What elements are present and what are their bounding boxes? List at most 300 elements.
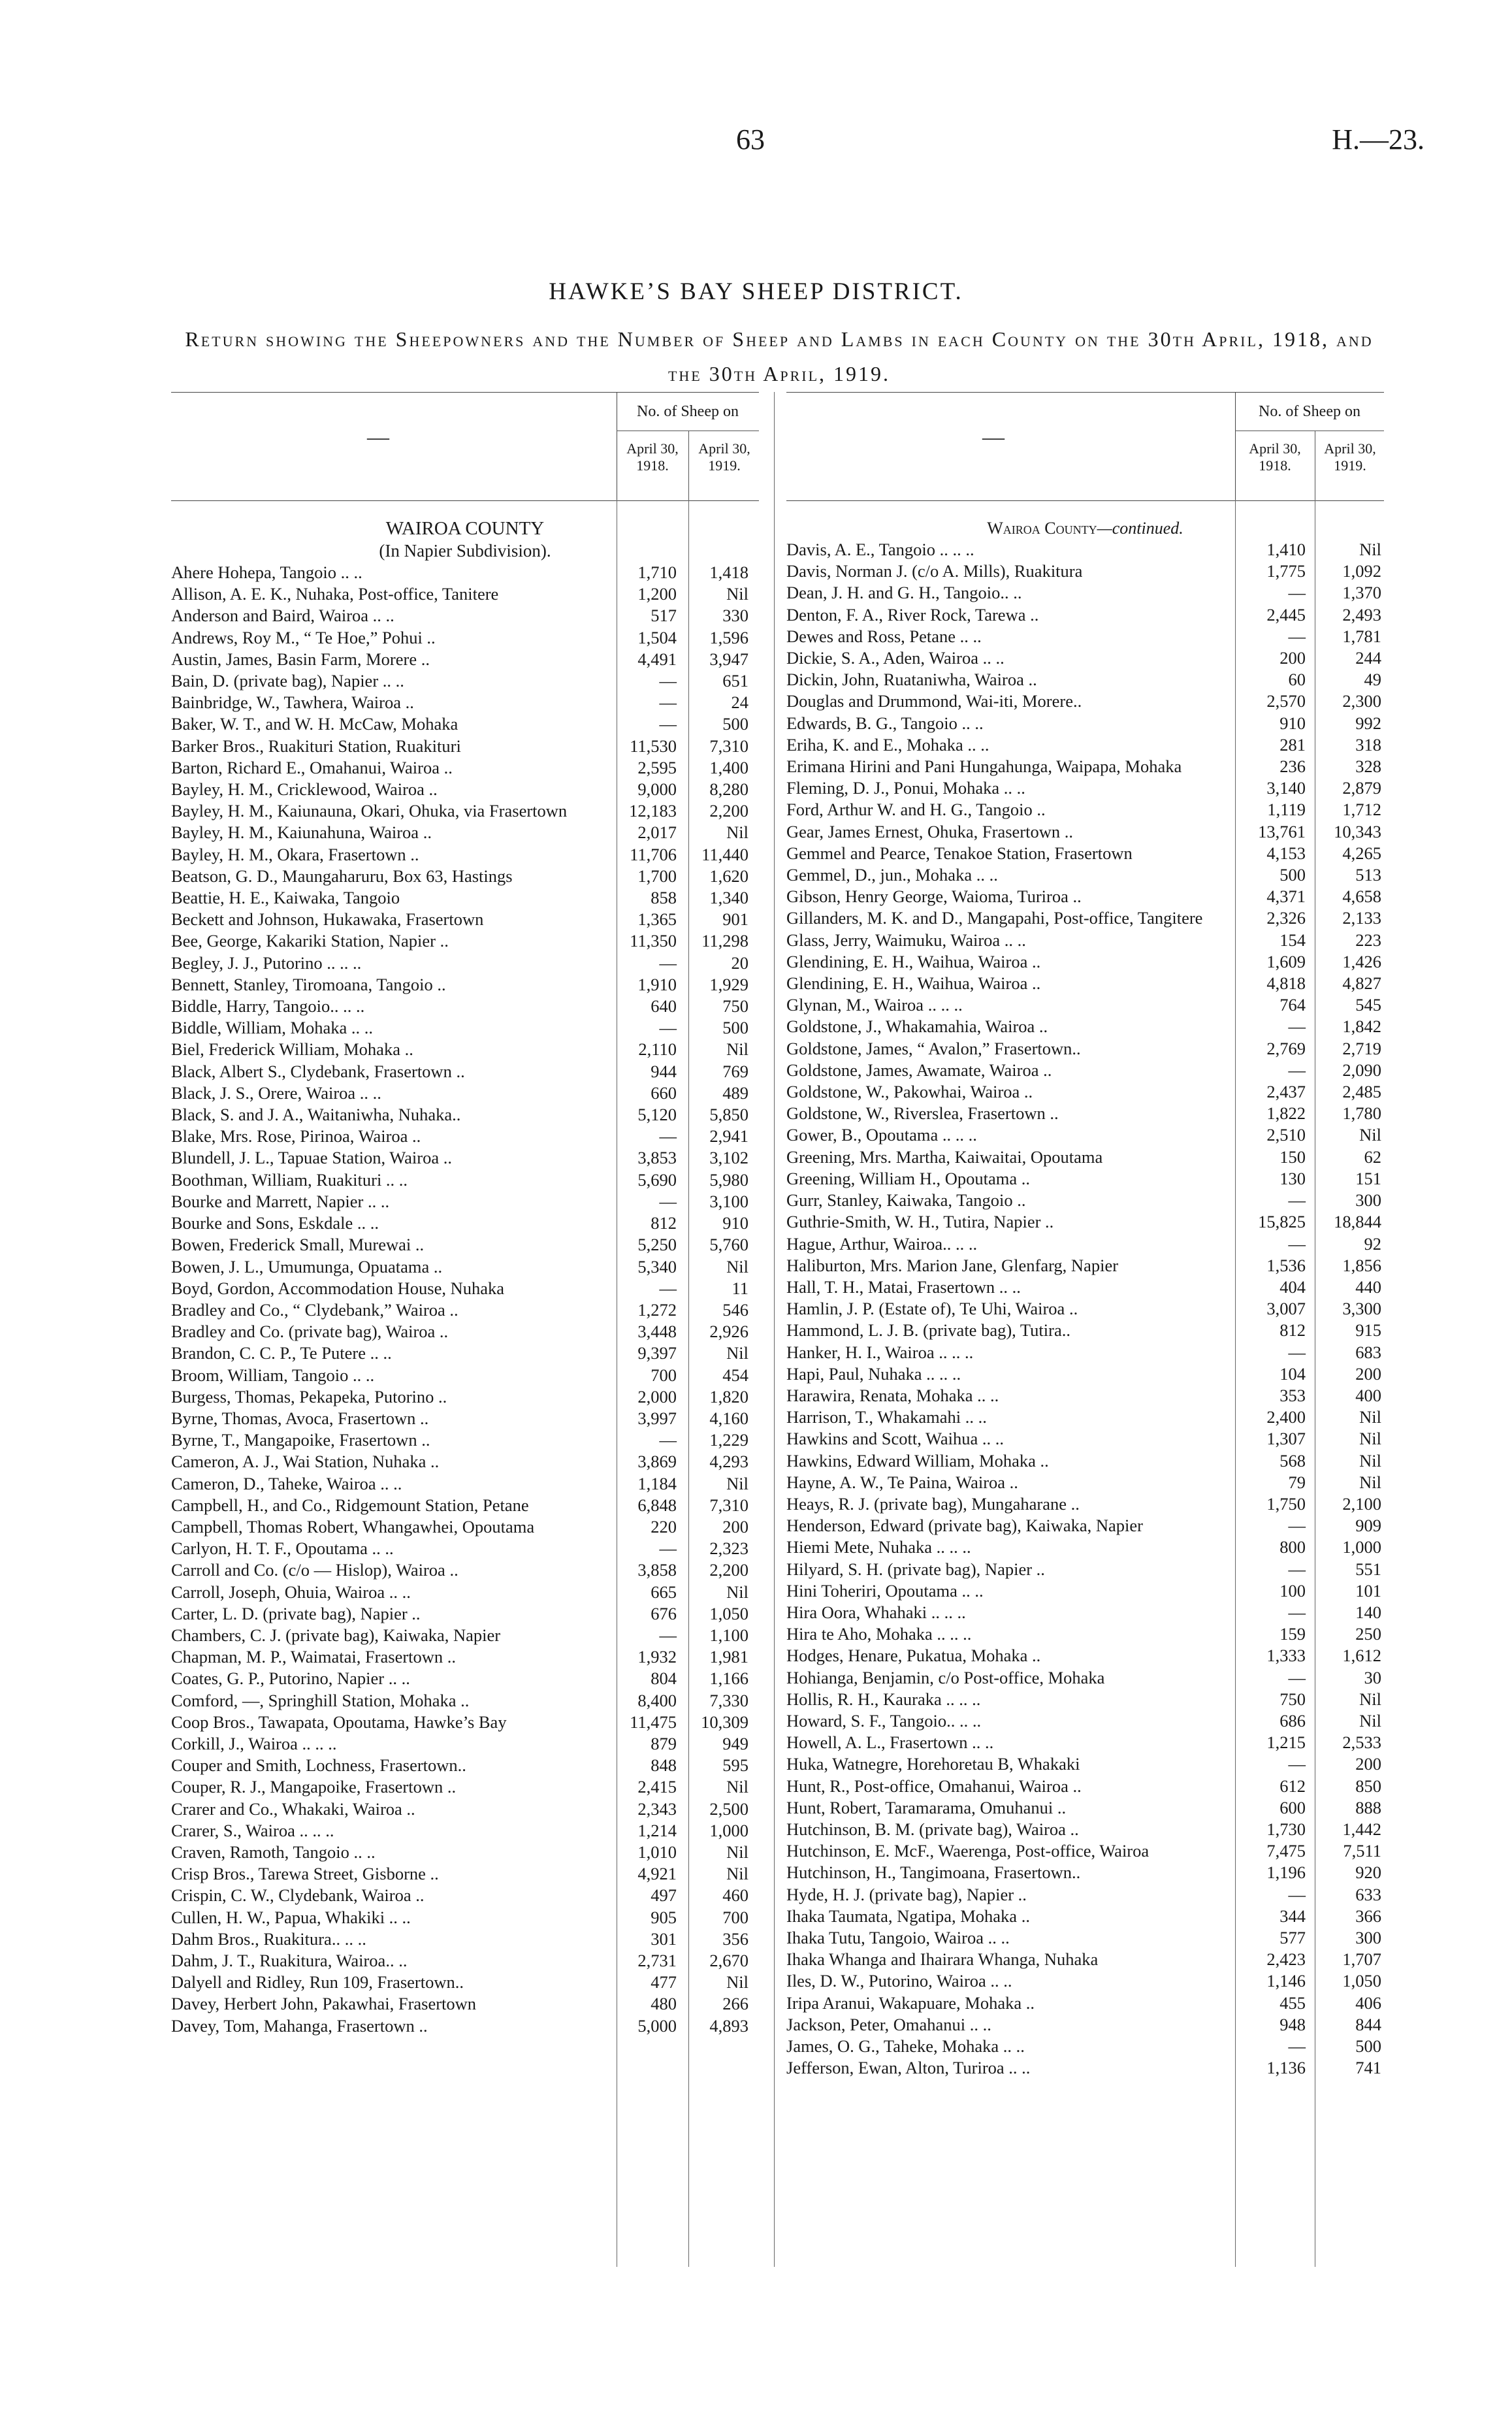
table-row bbox=[171, 1885, 759, 1906]
sheep-1919: 888 bbox=[1355, 1797, 1381, 1817]
owner-name: Couper and Smith, Lochness, Frasertown.. bbox=[171, 1755, 466, 1776]
owner-name: Huka, Watnegre, Horehoretau B, Whakaki bbox=[786, 1754, 1080, 1774]
owner-name: Cameron, A. J., Wai Station, Nuhaka .. bbox=[171, 1452, 440, 1472]
table-row bbox=[786, 734, 1384, 756]
col-1918-header: April 30, 1918. bbox=[1249, 440, 1301, 474]
owner-name: Guthrie-Smith, W. H., Tutira, Napier .. bbox=[786, 1212, 1054, 1232]
sheep-1919: 1,050 bbox=[1342, 1971, 1381, 1991]
owner-name: Blake, Mrs. Rose, Pirinoa, Wairoa .. bbox=[171, 1126, 421, 1146]
table-row bbox=[171, 627, 759, 649]
table-row bbox=[786, 1298, 1384, 1320]
sheep-1919: Nil bbox=[726, 584, 748, 604]
sheep-1918: 3,853 bbox=[637, 1148, 677, 1168]
owner-name: Davey, Tom, Mahanga, Frasertown .. bbox=[171, 2015, 428, 2036]
owner-name: Howard, S. F., Tangoio.. .. .. bbox=[786, 1710, 982, 1731]
owner-name: Goldstone, J., Whakamahia, Wairoa .. bbox=[786, 1016, 1048, 1037]
table-row bbox=[171, 1646, 759, 1668]
owner-name: Goldstone, James, Awamate, Wairoa .. bbox=[786, 1060, 1052, 1080]
page-number: 63 bbox=[736, 123, 765, 155]
sheep-1919: 49 bbox=[1364, 670, 1381, 690]
table-row bbox=[786, 1927, 1384, 1949]
sheep-1918: 2,510 bbox=[1266, 1125, 1306, 1145]
sheep-1919: 62 bbox=[1364, 1146, 1381, 1167]
sheep-1919: Nil bbox=[1359, 1429, 1381, 1449]
table-row bbox=[171, 1495, 759, 1516]
sheep-1918: 1,196 bbox=[1266, 1862, 1306, 1883]
sheep-1918: 517 bbox=[651, 606, 677, 626]
sheep-1918: — bbox=[659, 714, 677, 734]
sheep-1918: 2,000 bbox=[637, 1386, 677, 1407]
table-row bbox=[786, 973, 1384, 994]
table-row bbox=[171, 1147, 759, 1169]
owner-name: Brandon, C. C. P., Te Putere .. .. bbox=[171, 1343, 392, 1363]
sheep-1918: — bbox=[659, 1278, 677, 1298]
sheep-1919: Nil bbox=[726, 1842, 748, 1862]
sheep-1918: 2,437 bbox=[1266, 1082, 1306, 1102]
sheep-1918: 404 bbox=[1279, 1277, 1306, 1297]
owner-name: Glendining, E. H., Waihua, Wairoa .. bbox=[786, 973, 1041, 994]
owner-name: Chapman, M. P., Waimatai, Frasertown .. bbox=[171, 1647, 457, 1667]
sheep-1918: 5,120 bbox=[637, 1105, 677, 1125]
owner-name: Gemmel, D., jun., Mohaka .. .. bbox=[786, 865, 998, 885]
owner-name: Glendining, E. H., Waihua, Wairoa .. bbox=[786, 951, 1041, 971]
table-row bbox=[786, 1732, 1384, 1753]
sheep-1919: 18,844 bbox=[1334, 1212, 1381, 1232]
sheep-1919: 901 bbox=[722, 909, 748, 930]
table-row bbox=[786, 1103, 1384, 1124]
table-row bbox=[786, 1493, 1384, 1515]
sheep-1919: Nil bbox=[726, 1777, 748, 1797]
section-subtitle: (In Napier Subdivision). bbox=[379, 541, 551, 561]
sheep-1919: 140 bbox=[1355, 1602, 1381, 1622]
sheep-1918: 497 bbox=[651, 1885, 677, 1906]
table-row bbox=[171, 844, 759, 866]
table-row bbox=[171, 1907, 759, 1928]
col-1918-header: April 30, 1918. bbox=[626, 440, 679, 474]
sheep-1918: 1,822 bbox=[1266, 1103, 1306, 1124]
sheep-1919: Nil bbox=[1359, 1689, 1381, 1709]
sheep-1918: 3,140 bbox=[1266, 778, 1306, 798]
col-1919-header: April 30, 1919. bbox=[1324, 440, 1376, 474]
owner-name: Campbell, Thomas Robert, Whangawhei, Opoutama bbox=[171, 1516, 535, 1537]
sheep-1918: — bbox=[659, 1625, 677, 1645]
owner-name: Davis, Norman J. (c/o A. Mills), Ruakitura bbox=[786, 561, 1083, 581]
sheep-1919: 200 bbox=[722, 1516, 748, 1537]
column-divider bbox=[774, 392, 775, 2267]
owner-name: Bowen, J. L., Umumunga, Opuatama .. bbox=[171, 1256, 443, 1277]
sheep-1918: 1,910 bbox=[637, 974, 677, 994]
table-row bbox=[171, 1928, 759, 1950]
sheep-1918: 9,000 bbox=[637, 779, 677, 800]
table-row bbox=[171, 909, 759, 930]
sheep-1919: 250 bbox=[1355, 1624, 1381, 1644]
owner-name: Hunt, Robert, Taramarama, Omuhanui .. bbox=[786, 1797, 1067, 1817]
owner-name: Hira Oora, Whahaki .. .. .. bbox=[786, 1602, 966, 1622]
table-row bbox=[786, 907, 1384, 929]
sheep-1919: 4,293 bbox=[709, 1452, 748, 1472]
table-row bbox=[171, 562, 759, 583]
owner-name: Gower, B., Opoutama .. .. .. bbox=[786, 1125, 977, 1145]
sheep-1918: 154 bbox=[1279, 930, 1306, 950]
sheep-1919: Nil bbox=[726, 1343, 748, 1363]
sheep-1918: 686 bbox=[1279, 1710, 1306, 1731]
sheep-1919: 4,893 bbox=[709, 2015, 748, 2036]
sheep-1918: 812 bbox=[1279, 1320, 1306, 1341]
sheep-1918: 1,200 bbox=[637, 584, 677, 604]
sheep-1919: 909 bbox=[1355, 1516, 1381, 1536]
sheep-1918: 4,818 bbox=[1266, 973, 1306, 994]
col-1919-header: April 30, 1919. bbox=[698, 440, 750, 474]
table-row bbox=[786, 821, 1384, 843]
owner-name: Beattie, H. E., Kaiwaka, Tangoio bbox=[171, 888, 400, 908]
owner-name: Dean, J. H. and G. H., Tangoio.. .. bbox=[786, 583, 1022, 603]
owner-name: Burgess, Thomas, Pekapeka, Putorino .. bbox=[171, 1386, 447, 1407]
sheep-1918: 60 bbox=[1288, 670, 1306, 690]
owner-name: Goldstone, W., Riverslea, Frasertown .. bbox=[786, 1103, 1059, 1124]
table-row bbox=[786, 561, 1384, 582]
table-row bbox=[786, 1667, 1384, 1689]
sheep-1918: 236 bbox=[1279, 756, 1306, 777]
sheep-1918: 1,365 bbox=[637, 909, 677, 930]
sheep-1918: 9,397 bbox=[637, 1343, 677, 1363]
sheep-1919: 1,620 bbox=[709, 866, 748, 886]
table-row bbox=[786, 994, 1384, 1016]
page-title: HAWKE’S BAY SHEEP DISTRICT. bbox=[549, 278, 963, 305]
owner-name: Iles, D. W., Putorino, Wairoa .. .. bbox=[786, 1971, 1012, 1991]
owner-name: Hamlin, J. P. (Estate of), Te Uhi, Wairoa .. bbox=[786, 1299, 1078, 1319]
sheep-1918: 1,504 bbox=[637, 627, 677, 647]
sheep-1918: 79 bbox=[1288, 1472, 1306, 1492]
owner-name: Ford, Arthur W. and H. G., Tangoio .. bbox=[786, 800, 1046, 820]
sheep-1918: 281 bbox=[1279, 734, 1306, 755]
sheep-1918: 1,536 bbox=[1266, 1255, 1306, 1275]
owner-name: Campbell, H., and Co., Ridgemount Station, Petane bbox=[171, 1495, 529, 1515]
owner-name: Harawira, Renata, Mohaka .. .. bbox=[786, 1385, 999, 1405]
sheep-1919: 2,200 bbox=[709, 1560, 748, 1580]
table-row bbox=[171, 2015, 759, 2037]
owner-name: Dickin, John, Ruataniwha, Wairoa .. bbox=[786, 670, 1037, 690]
sheep-1918: — bbox=[659, 1191, 677, 1211]
sheep-1919: 910 bbox=[722, 1213, 748, 1233]
table-row bbox=[171, 779, 759, 800]
sheep-1919: 1,820 bbox=[709, 1386, 748, 1407]
sheep-1919: 11,440 bbox=[701, 844, 748, 864]
sheep-1919: 595 bbox=[722, 1755, 748, 1776]
table-row bbox=[171, 1082, 759, 1104]
sheep-1918: 200 bbox=[1279, 648, 1306, 668]
table-row bbox=[786, 1363, 1384, 1385]
table-row bbox=[786, 951, 1384, 973]
table-row bbox=[786, 647, 1384, 669]
table-row bbox=[786, 1753, 1384, 1775]
sheep-1919: 30 bbox=[1364, 1667, 1381, 1687]
table-row bbox=[786, 799, 1384, 821]
sheep-1918: — bbox=[1288, 1602, 1306, 1622]
table-row bbox=[171, 1191, 759, 1212]
owner-name: Craven, Ramoth, Tangoio .. .. bbox=[171, 1842, 376, 1862]
sheep-1918: 804 bbox=[651, 1668, 677, 1689]
sheep-1918: 600 bbox=[1279, 1797, 1306, 1817]
sheep-1918: 944 bbox=[651, 1061, 677, 1081]
owner-name: Erimana Hirini and Pani Hungahunga, Waipapa, Mohaka bbox=[786, 756, 1182, 777]
sheep-1919: 5,760 bbox=[709, 1235, 748, 1255]
sheep-1918: 812 bbox=[651, 1213, 677, 1233]
table-row bbox=[786, 1819, 1384, 1840]
sheep-1918: 2,343 bbox=[637, 1798, 677, 1819]
sheep-1919: Nil bbox=[726, 1256, 748, 1277]
table-row bbox=[171, 757, 759, 779]
sheep-1919: 3,300 bbox=[1342, 1299, 1381, 1319]
table-row bbox=[786, 1146, 1384, 1168]
table-row bbox=[171, 1863, 759, 1885]
sheep-1919: 366 bbox=[1355, 1906, 1381, 1926]
owner-name: Jefferson, Ewan, Alton, Turiroa .. .. bbox=[786, 2058, 1031, 2078]
sheep-1918: 848 bbox=[651, 1755, 677, 1776]
table-row bbox=[171, 996, 759, 1017]
owner-name: Hanker, H. I., Wairoa .. .. .. bbox=[786, 1342, 974, 1362]
sheep-1918: 700 bbox=[651, 1365, 677, 1385]
table-row bbox=[171, 1842, 759, 1863]
sheep-1919: 1,707 bbox=[1342, 1949, 1381, 1970]
table-row bbox=[171, 1820, 759, 1842]
sheep-1918: 104 bbox=[1279, 1363, 1306, 1384]
owner-name: Goldstone, W., Pakowhai, Wairoa .. bbox=[786, 1082, 1033, 1102]
sheep-group-header: No. of Sheep on bbox=[1235, 403, 1384, 431]
table-row bbox=[171, 1950, 759, 1972]
sheep-1919: 1,229 bbox=[709, 1430, 748, 1450]
table-row bbox=[786, 626, 1384, 647]
owner-name: Begley, J. J., Putorino .. .. .. bbox=[171, 952, 362, 973]
table-row bbox=[171, 1386, 759, 1408]
sheep-1919: 545 bbox=[1355, 995, 1381, 1015]
owner-name: Jackson, Peter, Omahanui .. .. bbox=[786, 2014, 991, 2034]
sheep-1918: 130 bbox=[1279, 1168, 1306, 1188]
owner-name: Barker Bros., Ruakituri Station, Ruakituri bbox=[171, 736, 461, 756]
sheep-1918: 1,136 bbox=[1266, 2058, 1306, 2078]
table-row bbox=[171, 1776, 759, 1798]
sheep-1918: 1,119 bbox=[1267, 800, 1306, 820]
sheep-1918: 676 bbox=[651, 1603, 677, 1623]
table-row bbox=[171, 736, 759, 757]
table-row bbox=[786, 1060, 1384, 1081]
table-row bbox=[786, 2057, 1384, 2079]
sheep-1918: 11,350 bbox=[630, 931, 677, 951]
owner-name: Allison, A. E. K., Nuhaka, Post-office, Tanitere bbox=[171, 584, 499, 604]
table-row bbox=[786, 1320, 1384, 1341]
sheep-1919: 741 bbox=[1355, 2058, 1381, 2078]
sheep-1918: 640 bbox=[651, 996, 677, 1016]
sheep-1919: 1,000 bbox=[709, 1820, 748, 1840]
sheep-1919: 1,780 bbox=[1342, 1103, 1381, 1124]
section-continued-name: Wairoa County bbox=[987, 519, 1097, 538]
owner-name: Corkill, J., Wairoa .. .. .. bbox=[171, 1733, 337, 1753]
table-row bbox=[786, 886, 1384, 907]
sheep-1918: 1,214 bbox=[637, 1820, 677, 1840]
owner-name: Hohianga, Benjamin, c/o Post-office, Mohaka bbox=[786, 1667, 1105, 1687]
owner-name: Beckett and Johnson, Hukawaka, Frasertown bbox=[171, 909, 484, 930]
sheep-1918: 5,000 bbox=[637, 2015, 677, 2036]
owner-name: Hutchinson, H., Tangimoana, Frasertown.. bbox=[786, 1862, 1081, 1883]
sheep-1919: 1,050 bbox=[709, 1603, 748, 1623]
sheep-1918: 2,731 bbox=[637, 1951, 677, 1970]
sheep-1918: 1,215 bbox=[1266, 1732, 1306, 1753]
table-row bbox=[171, 1342, 759, 1364]
section-title: WAIROA COUNTY bbox=[385, 518, 545, 539]
sheep-1918: — bbox=[1288, 1342, 1306, 1362]
sheep-1918: 150 bbox=[1279, 1146, 1306, 1167]
sheep-1918: 301 bbox=[651, 1928, 677, 1949]
sheep-1919: 2,200 bbox=[709, 801, 748, 821]
sheep-1918: 2,110 bbox=[638, 1039, 677, 1060]
sheep-1919: 266 bbox=[722, 1994, 748, 2014]
sheep-1919: 200 bbox=[1355, 1754, 1381, 1774]
sheep-1919: 651 bbox=[722, 671, 748, 691]
sheep-1918: 3,997 bbox=[637, 1408, 677, 1428]
table-header-right bbox=[786, 392, 1384, 501]
owner-name: Iripa Aranui, Wakapuare, Mohaka .. bbox=[786, 1992, 1035, 2013]
owner-name: Hini Toheriri, Opoutama .. .. bbox=[786, 1580, 984, 1601]
sheep-1919: Nil bbox=[1359, 1125, 1381, 1145]
sheep-1918: — bbox=[1288, 1754, 1306, 1774]
sheep-1918: 344 bbox=[1279, 1906, 1306, 1926]
sheep-1919: 850 bbox=[1355, 1776, 1381, 1796]
sheep-1919: 1,842 bbox=[1342, 1016, 1381, 1037]
column-rule bbox=[1235, 500, 1236, 2267]
table-row bbox=[171, 866, 759, 887]
owner-name: Biddle, William, Mohaka .. .. bbox=[171, 1018, 374, 1038]
sheep-1918: — bbox=[1288, 583, 1306, 603]
owner-name: Bradley and Co. (private bag), Wairoa .. bbox=[171, 1322, 449, 1342]
owner-name: Ihaka Tutu, Tangoio, Wairoa .. .. bbox=[786, 1928, 1010, 1947]
sheep-1919: 300 bbox=[1355, 1928, 1381, 1947]
sheep-1919: 2,485 bbox=[1342, 1082, 1381, 1102]
sheep-1918: — bbox=[659, 952, 677, 973]
sheep-1919: 101 bbox=[1355, 1580, 1381, 1601]
sheep-1919: 1,166 bbox=[709, 1668, 748, 1689]
owner-name: Bourke and Marrett, Napier .. .. bbox=[171, 1191, 390, 1211]
table-row bbox=[171, 1061, 759, 1082]
owner-name: Ihaka Whanga and Ihairara Whanga, Nuhaka bbox=[786, 1949, 1099, 1970]
table-row bbox=[786, 1342, 1384, 1363]
owner-name: Bayley, H. M., Okara, Frasertown .. bbox=[171, 844, 419, 864]
table-row bbox=[171, 1972, 759, 1993]
table-row bbox=[786, 1580, 1384, 1602]
sheep-1918: 3,858 bbox=[637, 1560, 677, 1580]
sheep-1919: 318 bbox=[1355, 734, 1381, 755]
sheep-1919: 500 bbox=[1355, 2036, 1381, 2057]
sheep-1918: 15,825 bbox=[1258, 1212, 1306, 1232]
table-row bbox=[171, 1755, 759, 1776]
sheep-1918: — bbox=[659, 1538, 677, 1559]
table-row bbox=[786, 2014, 1384, 2036]
sheep-1919: 7,330 bbox=[709, 1690, 748, 1710]
sheep-1918: 5,690 bbox=[637, 1169, 677, 1190]
owner-name: Boothman, William, Ruakituri .. .. bbox=[171, 1169, 408, 1190]
sheep-1918: 1,710 bbox=[637, 562, 677, 582]
sheep-1918: — bbox=[659, 692, 677, 713]
owner-name: Crispin, C. W., Clydebank, Wairoa .. bbox=[171, 1885, 425, 1906]
sheep-1918: 2,769 bbox=[1266, 1038, 1306, 1058]
owner-name: Hall, T. H., Matai, Frasertown .. .. bbox=[786, 1277, 1021, 1297]
owner-name: Bowen, Frederick Small, Murewai .. bbox=[171, 1235, 425, 1255]
sheep-1918: 948 bbox=[1279, 2014, 1306, 2034]
sheep-1918: 6,848 bbox=[637, 1495, 677, 1515]
table-row bbox=[171, 649, 759, 670]
sheep-1918: 1,333 bbox=[1266, 1646, 1306, 1666]
owner-name: Biddle, Harry, Tangoio.. .. .. bbox=[171, 996, 365, 1016]
owner-name: Austin, James, Basin Farm, Morere .. bbox=[171, 649, 430, 669]
sheep-1918: — bbox=[1288, 1190, 1306, 1211]
table-row bbox=[171, 1365, 759, 1386]
sheep-1919: Nil bbox=[726, 1473, 748, 1493]
sheep-1919: 1,612 bbox=[1342, 1646, 1381, 1666]
sheep-1918: — bbox=[659, 671, 677, 691]
owner-name: Bourke and Sons, Eskdale .. .. bbox=[171, 1213, 379, 1233]
sheep-1918: 1,609 bbox=[1266, 951, 1306, 971]
sheep-1919: 3,947 bbox=[709, 649, 748, 669]
sheep-1919: 7,310 bbox=[709, 736, 748, 756]
sheep-1919: 406 bbox=[1355, 1992, 1381, 2013]
sheep-1918: 159 bbox=[1279, 1624, 1306, 1644]
sheep-1919: 2,100 bbox=[1342, 1493, 1381, 1514]
sheep-1918: 1,272 bbox=[637, 1299, 677, 1320]
sheep-1919: 454 bbox=[722, 1365, 748, 1385]
sheep-1919: 2,300 bbox=[1342, 691, 1381, 711]
sheep-1919: 1,370 bbox=[1342, 583, 1381, 603]
table-row bbox=[786, 1862, 1384, 1883]
owner-name: Ihaka Taumata, Ngatipa, Mohaka .. bbox=[786, 1906, 1030, 1926]
sheep-1918: 5,340 bbox=[637, 1256, 677, 1277]
left-column bbox=[171, 392, 759, 2037]
sheep-1919: 1,340 bbox=[709, 888, 748, 908]
sheep-1919: 551 bbox=[1355, 1559, 1381, 1579]
sheep-1918: 7,475 bbox=[1266, 1841, 1306, 1861]
sheep-1918: 612 bbox=[1279, 1776, 1306, 1796]
owner-name: Hawkins, Edward William, Mohaka .. bbox=[786, 1450, 1049, 1471]
sheep-1919: 92 bbox=[1364, 1233, 1381, 1254]
table-row bbox=[786, 1255, 1384, 1277]
sheep-1919: 5,850 bbox=[709, 1105, 748, 1125]
table-row bbox=[786, 1949, 1384, 1970]
sheep-1918: 665 bbox=[651, 1582, 677, 1602]
sheep-1919: 920 bbox=[1355, 1862, 1381, 1883]
table-row bbox=[171, 1321, 759, 1342]
sheep-1919: Nil bbox=[726, 1582, 748, 1602]
owner-name: Howell, A. L., Frasertown .. .. bbox=[786, 1732, 994, 1753]
table-row bbox=[786, 1450, 1384, 1472]
table-row bbox=[786, 930, 1384, 951]
owner-name: Black, S. and J. A., Waitaniwha, Nuhaka.. bbox=[171, 1105, 461, 1125]
table-header-left bbox=[171, 392, 759, 501]
sheep-1919: 500 bbox=[722, 1018, 748, 1038]
sheep-1919: 700 bbox=[722, 1907, 748, 1927]
table-row bbox=[171, 1299, 759, 1321]
sheep-1918: — bbox=[659, 1430, 677, 1450]
sheep-1918: — bbox=[1288, 2036, 1306, 2057]
owner-name: Haliburton, Mrs. Marion Jane, Glenfarg, Napier bbox=[786, 1255, 1119, 1275]
sheep-1919: 500 bbox=[722, 714, 748, 734]
table-row bbox=[786, 1081, 1384, 1103]
table-row bbox=[786, 713, 1384, 734]
owner-name: Davey, Herbert John, Pakawhai, Frasertown bbox=[171, 1994, 477, 2014]
owner-name: Fleming, D. J., Ponui, Mohaka .. .. bbox=[786, 778, 1025, 798]
table-row bbox=[171, 952, 759, 974]
table-row bbox=[786, 582, 1384, 604]
owner-name: James, O. G., Taheke, Mohaka .. .. bbox=[786, 2036, 1025, 2057]
owner-name: Hammond, L. J. B. (private bag), Tutira.. bbox=[786, 1320, 1070, 1341]
sheep-1919: 2,941 bbox=[709, 1126, 748, 1146]
owner-name: Cameron, D., Taheke, Wairoa .. .. bbox=[171, 1473, 402, 1493]
